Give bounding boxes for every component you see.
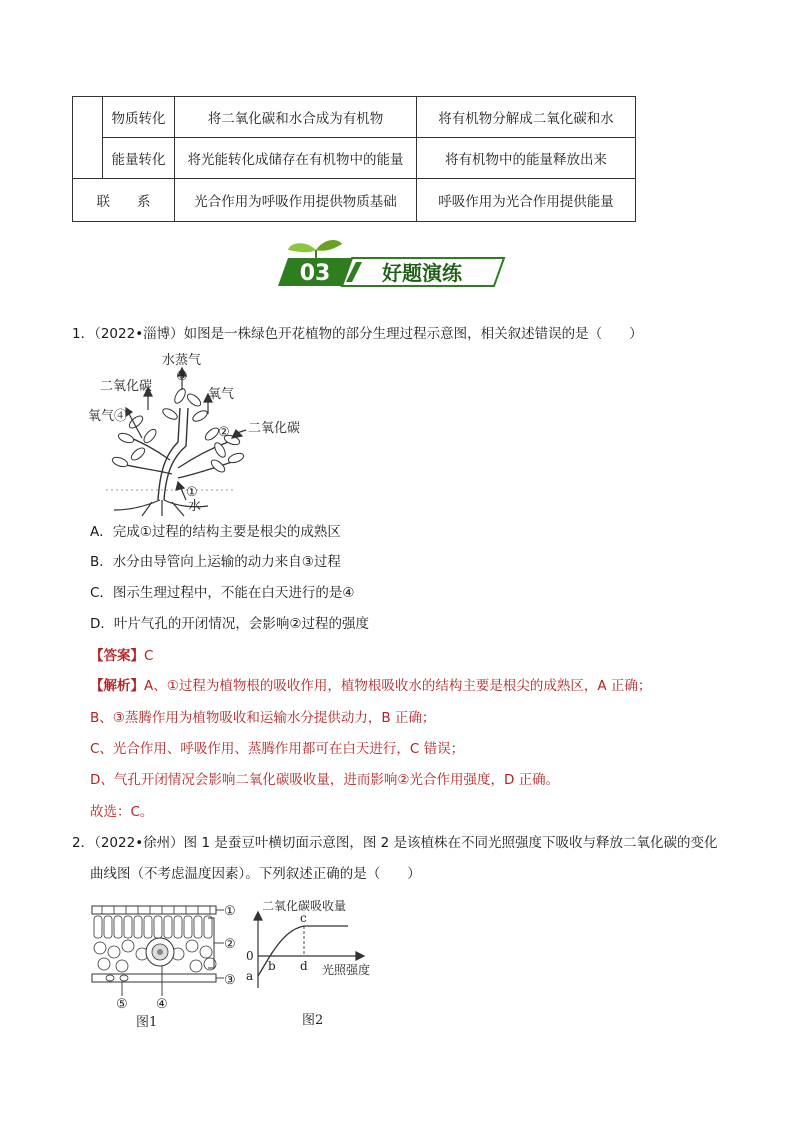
fig2-caption: 图2: [302, 1013, 324, 1028]
fig2-xlabel: 光照强度: [322, 963, 371, 977]
fig1-label-3: ③: [224, 973, 236, 988]
analysis-line-3: C、光合作用、呼吸作用、蒸腾作用都可在白天进行，C 错误；: [90, 741, 465, 757]
fig1-label-4: ④: [156, 997, 168, 1012]
fig1-caption: 图1: [136, 1015, 158, 1030]
comparison-table: [72, 96, 636, 222]
analysis-line-1: [90, 676, 651, 696]
photosynthesis-cell: 将光能转化成储存在有机物中的能量: [175, 138, 417, 179]
leaf-icon: [288, 240, 342, 258]
row-label: 联 系: [73, 179, 175, 222]
y-axis-arrow: [254, 912, 262, 920]
photosynthesis-cell: 将二氧化碳和水合成为有机物: [175, 97, 417, 138]
label-3: ③: [176, 369, 188, 384]
section-banner: [276, 236, 506, 292]
label-1: ①: [186, 485, 198, 500]
table-row: [73, 179, 636, 222]
analysis-tag: 【解析】: [90, 678, 144, 694]
fig2-point-c: c: [300, 911, 307, 925]
banner-number: 03: [299, 261, 331, 286]
option-b: B．水分由导管向上运输的动力来自③过程: [90, 554, 341, 570]
analysis-line-2: B、③蒸腾作用为植物吸收和运输水分提供动力，B 正确；: [90, 710, 436, 726]
fig2-origin: 0: [246, 949, 254, 963]
respiration-cell: 将有机物中的能量释放出来: [417, 138, 636, 179]
respiration-cell: 呼吸作用为光合作用提供能量: [417, 179, 636, 222]
banner-title: 好题演练: [382, 261, 462, 285]
question-1-stem: 1．（2022•淄博）如图是一株绿色开花植物的部分生理过程示意图，相关叙述错误的是（ ）: [72, 326, 643, 342]
fig2-ylabel: 二氧化碳吸收量: [262, 899, 347, 913]
analysis-text: A、①过程为植物根的吸收作用，植物根吸收水的结构主要是根尖的成熟区，A 正确；: [144, 678, 652, 694]
plant-process-diagram: [86, 350, 326, 520]
merged-category-cell: [73, 97, 103, 179]
label-water: 水: [188, 499, 202, 514]
analysis-line-4: D、气孔开闭情况会影响二氧化碳吸收量，进而影响②光合作用强度，D 正确。: [90, 772, 560, 788]
option-c: C．图示生理过程中，不能在白天进行的是④: [90, 585, 355, 601]
answer-tag: 【答案】: [90, 648, 144, 664]
table-row: [73, 138, 636, 179]
fig1-label-2: ②: [224, 937, 236, 952]
question-2-stem-line-2: 曲线图（不考虑温度因素）。下列叙述正确的是（ ）: [90, 866, 421, 882]
label-2: ②: [218, 425, 230, 440]
leaf-cross-section-figure: [84, 896, 254, 1032]
fig2-point-d: d: [300, 959, 308, 973]
row-label: 能量转化: [103, 138, 175, 179]
label-water-vapor: 水蒸气: [162, 353, 202, 368]
label-oxygen-right: 氧气: [208, 387, 235, 402]
option-a: A．完成①过程的结构主要是根尖的成熟区: [90, 524, 341, 540]
answer-value: C: [144, 648, 154, 664]
row-label: 物质转化: [103, 97, 175, 138]
photosynthesis-cell: 光合作用为呼吸作用提供物质基础: [175, 179, 417, 222]
respiration-cell: 将有机物分解成二氧化碳和水: [417, 97, 636, 138]
fig2-point-a: a: [246, 969, 254, 983]
fig1-label-5: ⑤: [116, 997, 128, 1012]
table-row: [73, 97, 636, 138]
fig2-point-b: b: [268, 959, 276, 973]
conclusion: 故选：C。: [90, 804, 154, 820]
label-co2-top: 二氧化碳: [100, 379, 153, 394]
label-co2-right: 二氧化碳: [248, 421, 301, 436]
label-oxygen-4: 氧气④: [88, 409, 128, 424]
question-2-stem-line-1: 2．（2022•徐州）图 1 是蚕豆叶横切面示意图，图 2 是该植株在不同光照强度下吸收与释放二氧化碳的变化: [72, 835, 718, 851]
x-axis-arrow: [356, 952, 364, 960]
fig1-label-1: ①: [224, 904, 236, 919]
co2-absorption-curve-figure: [240, 894, 390, 1034]
option-d: D．叶片气孔的开闭情况，会影响②过程的强度: [90, 616, 369, 632]
answer-line: [90, 646, 153, 666]
